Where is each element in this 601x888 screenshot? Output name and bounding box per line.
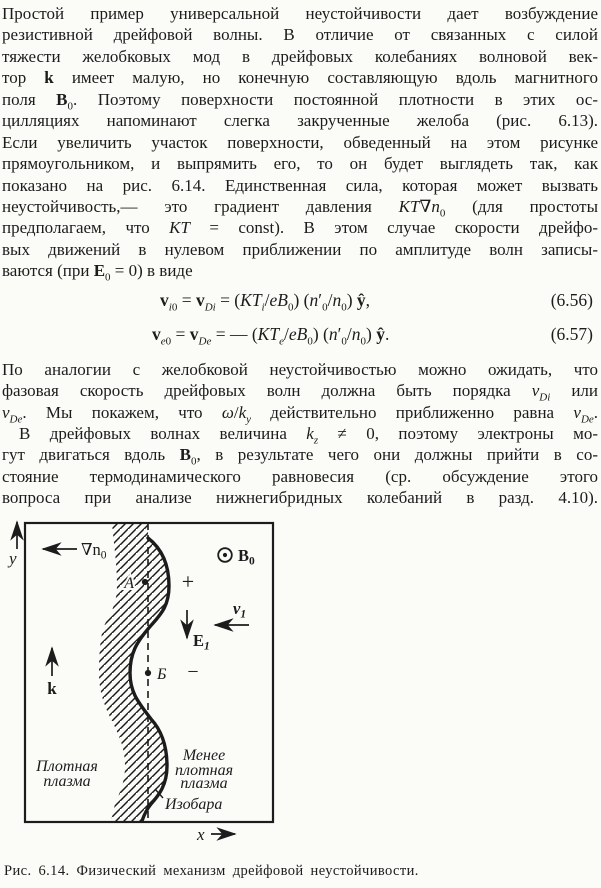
- point-b-label: Б: [157, 665, 167, 683]
- text-line: предполагаем, что KT = const). В этом случае скорости дрейфо-: [2, 218, 599, 238]
- dense-plasma-label-line2: плазма: [43, 772, 91, 790]
- point-a-label: A: [124, 574, 134, 592]
- text-line: тяжести желобковых мод в дрейфовых колебаниях волновой век-: [2, 46, 598, 66]
- e1-label: $E_1$: [193, 630, 210, 653]
- equations: [2, 284, 598, 353]
- text-line: поля $B_0$. Поэтому поверхности постоянной плотности в этих ос-: [2, 89, 598, 113]
- text-line: $v_{De}$. Мы покажем, что $\omega/k_y$ действительно приближенно равна $v_{De}$.: [2, 402, 599, 425]
- less-dense-plasma-label-line3: плазма: [180, 774, 228, 792]
- text-line: неустойчивость,— это градиент давления $KT\nabla n_0$ (для простоты: [2, 196, 598, 220]
- text-line: фазовая скорость дрейфовых волн должна быть порядка $v_{Di}$ или: [2, 381, 598, 404]
- dense-plasma-label-line1: Плотная: [36, 757, 98, 775]
- text-line: прямоугольником, и выпрямить его, то он будет выглядеть так, как: [2, 154, 598, 174]
- v1-label: $v_1$: [233, 598, 247, 621]
- text-line: Простой пример универсальной неустойчивости дает возбуждение: [2, 4, 598, 23]
- plus-sign: +: [181, 568, 195, 594]
- y-axis-label: y: [9, 548, 17, 568]
- equation-body: $v_{e0} = v_{De}$ = — $(KT_e/eB_0)$ $(n'_0/n_0)$ ŷ.: [152, 324, 390, 348]
- equation-body: $v_{i0} = v_{Di} = (KT_i/eB_0)$ $(n'_0/n_0)$ ŷ,: [160, 289, 371, 314]
- drift-instability-diagram: [0, 513, 601, 847]
- text-line: тор k имеет малую, но конечную составляющую вдоль магнитного: [2, 68, 598, 88]
- figure-6-14: [0, 513, 601, 852]
- paragraph-3: [2, 423, 598, 509]
- less-dense-plasma-label-line1: Менее: [182, 746, 226, 764]
- paragraph-2: [2, 359, 598, 423]
- text-line: вых движений в нулевом приближении по амплитуде волн записы-: [2, 239, 598, 259]
- text-line: стояние термодинамического равновесия (ср. обсуждение этого: [2, 466, 598, 486]
- text-line: По аналогии с желобковой неустойчивостью можно ожидать, что: [2, 359, 598, 379]
- text-line: вопроса при анализе нижнегибридных колебаний в разд. 4.10).: [2, 488, 598, 508]
- equation-number: (6.56): [550, 289, 593, 310]
- text-line: цилляциях напоминают слегка закрученные желоба (рис. 6.13).: [2, 111, 598, 131]
- text-line: резистивной дрейфовой волны. В отличие от связанных с силой: [2, 25, 598, 45]
- minus-sign: −: [187, 660, 199, 683]
- b0-field-icon: [218, 548, 232, 562]
- k-label: k: [47, 678, 57, 698]
- isobar-label: Изобара: [165, 795, 223, 813]
- less-dense-plasma-label-line2: плотная: [174, 761, 234, 779]
- point-a-dot: [142, 579, 148, 585]
- text-line: Если увеличить участок поверхности, обведенный на этом рисунке: [2, 132, 598, 152]
- text-line: В дрейфовых волнах величина $k_z \ne 0$, поэтому электроны мо-: [19, 424, 598, 447]
- figure-caption: Рис. 6.14. Физический механизм дрейфовой неустойчивости.: [4, 862, 419, 879]
- b0-field-label: $B_0$: [238, 545, 255, 568]
- equation-6-56: [2, 284, 598, 317]
- density-gradient-label: $\nabla n_0$: [81, 539, 107, 562]
- equation-6-57: [2, 317, 598, 353]
- x-axis-label: x: [197, 824, 205, 844]
- point-b-dot: [145, 670, 151, 676]
- equation-number: (6.57): [550, 324, 593, 345]
- paragraph-1: [2, 3, 598, 282]
- text-line: ваются (при $E_0 = 0$) в виде: [2, 261, 193, 284]
- text-line: гут двигаться вдоль $B_0$, в результате чего они должны прийти в со-: [2, 445, 598, 468]
- text-line: показано на рис. 6.14. Единственная сила, которая может вызвать: [2, 175, 598, 195]
